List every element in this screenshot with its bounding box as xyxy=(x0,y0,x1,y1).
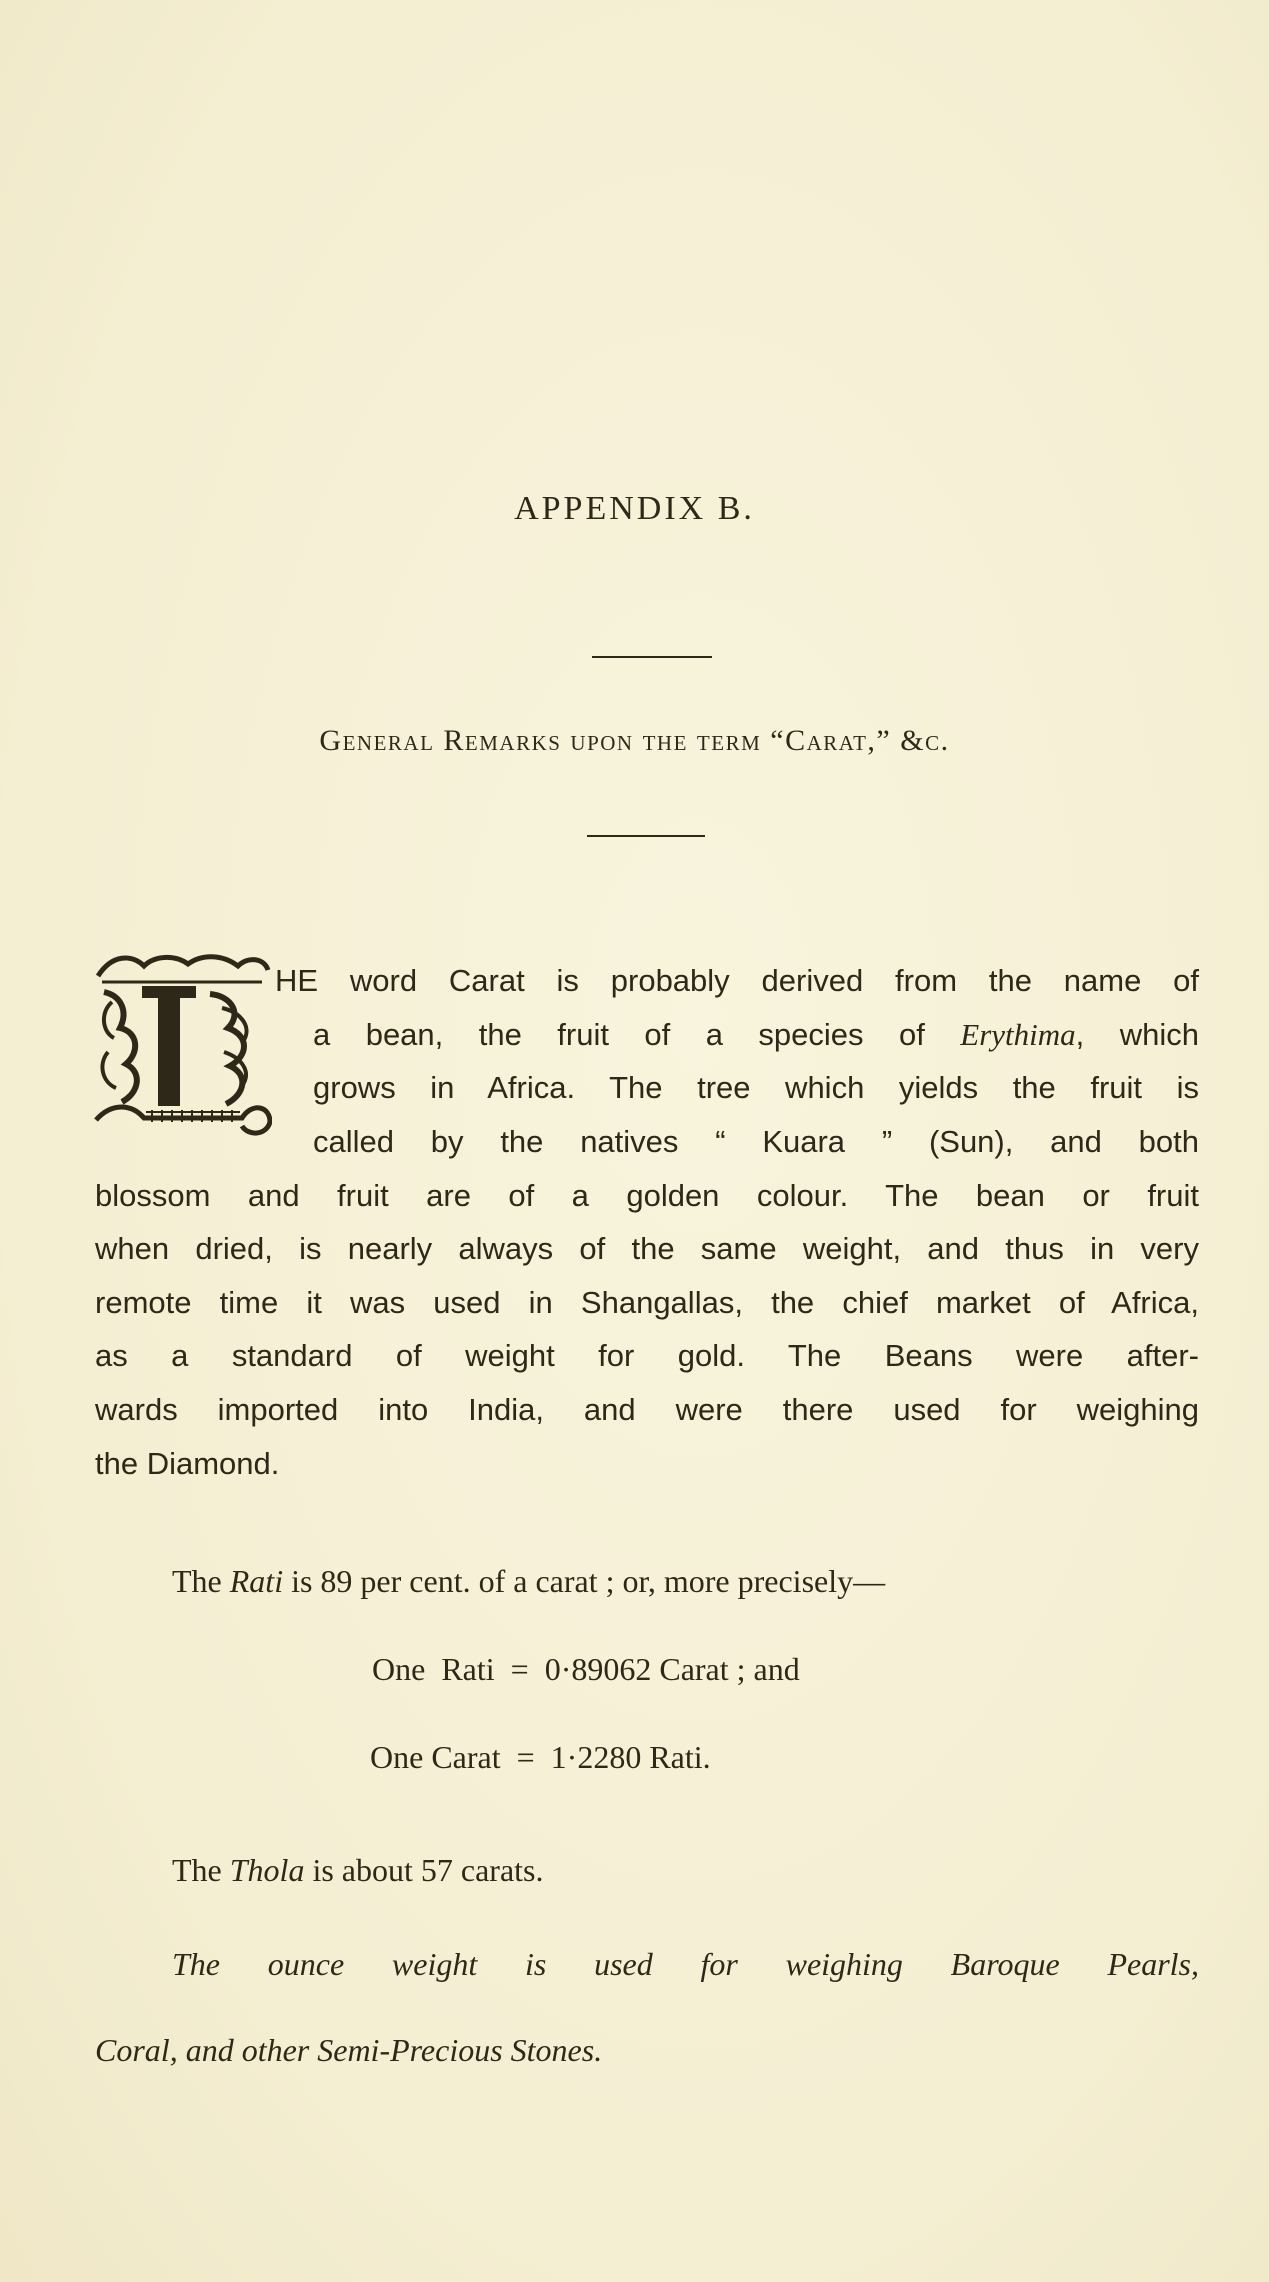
para-line-2-text: a bean, the fruit of a species of xyxy=(313,1017,961,1052)
para-line-2-end: , which xyxy=(1075,1017,1199,1052)
para-line-2 xyxy=(313,1015,1199,1055)
para-line-9: wards imported into India, and were there used for weighing xyxy=(95,1392,1199,1427)
para-line-10: the Diamond. xyxy=(95,1446,280,1481)
para-line-8: as a standard of weight for gold. The Beans were after- xyxy=(95,1338,1199,1373)
para-line-1: HE word Carat is probably derived from the name of xyxy=(275,963,1199,998)
divider-rule-top xyxy=(592,656,712,658)
para-line-6: when dried, is nearly always of the same weight, and thus in very xyxy=(95,1231,1199,1266)
section-heading: General Remarks upon the term “Carat,” &c. xyxy=(319,724,950,757)
equation-carat-to-rati: One Carat = 1·2280 Rati. xyxy=(370,1739,711,1775)
dropcap-ornament-icon xyxy=(92,952,272,1138)
thola-term: Thola xyxy=(229,1852,305,1888)
ounce-line-2: Coral, and other Semi-Precious Stones. xyxy=(95,2032,603,2068)
para-line-5: blossom and fruit are of a golden colour. The bean or fruit xyxy=(95,1178,1199,1213)
para-line-7: remote time it was used in Shangallas, the chief market of Africa, xyxy=(95,1285,1199,1320)
ounce-line-1: The ounce weight is used for weighing Baroque Pearls, xyxy=(172,1946,1199,1982)
divider-rule-bottom xyxy=(587,835,705,837)
rati-line-post: is 89 per cent. of a carat ; or, more precisely— xyxy=(283,1563,886,1599)
thola-line-pre: The xyxy=(172,1852,230,1888)
rati-line xyxy=(172,1561,885,1601)
para-line-4: called by the natives “ Kuara ” (Sun), and both xyxy=(313,1124,1199,1159)
species-name: Erythima xyxy=(960,1017,1076,1052)
appendix-title: APPENDIX B. xyxy=(514,490,755,527)
thola-line-post: is about 57 carats. xyxy=(304,1852,544,1888)
equation-rati-to-carat: One Rati = 0·89062 Carat ; and xyxy=(372,1651,800,1687)
rati-line-pre: The xyxy=(172,1563,230,1599)
thola-line xyxy=(172,1850,543,1890)
para-line-3: grows in Africa. The tree which yields the fruit is xyxy=(313,1070,1199,1105)
rati-term: Rati xyxy=(229,1563,284,1599)
